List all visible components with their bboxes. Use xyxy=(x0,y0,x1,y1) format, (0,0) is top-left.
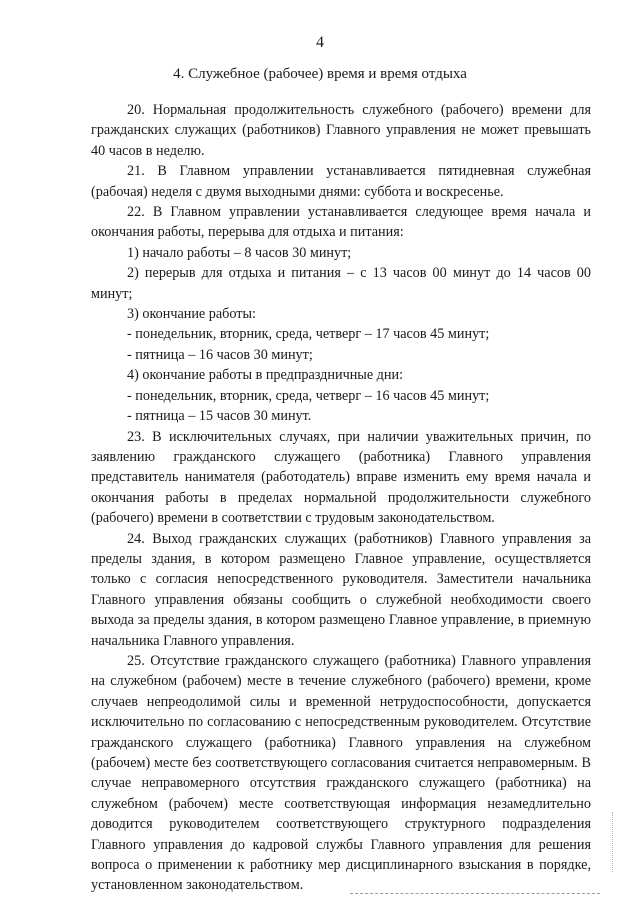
list-item-friday: - пятница – 16 часов 30 минут; xyxy=(127,346,313,363)
section-title: 4. Служебное (рабочее) время и время отдыха xyxy=(173,66,467,82)
paragraph-23: 23. В исключительных случаях, при наличии уважительных причин, по заявлению гражданского служащего (работника) Главного управления представитель нанимателя (работодатель) вправе изменить ему время начала и окончания работы в пределах нормальной продолжительности служебного (рабочего) времени в соответствии с трудовым законодательством. xyxy=(91,428,591,527)
list-item-lunch-break: 2) перерыв для отдыха и питания – с 13 часов 00 минут до 14 часов 00 минут; xyxy=(91,265,591,302)
list-item-mon-thu: - понедельник, вторник, среда, четверг – 17 часов 45 минут; xyxy=(127,326,490,343)
scan-margin-mark xyxy=(612,812,614,872)
list-item-pre-holiday-friday: - пятница – 15 часов 30 минут. xyxy=(127,408,312,425)
paragraph-20: 20. Нормальная продолжительность служебного (рабочего) времени для гражданских служащих (работников) Главного управления не может превышать 40 часов в неделю. xyxy=(91,102,591,159)
paragraph-24: 24. Выход гражданских служащих (работников) Главного управления за пределы здания, в котором размещено Главное управление, осуществляется только с согласия непосредственного руководителя. Заместители начальника Главного управления обязаны сообщить о служебной необходимости своего выхода за пределы здания, в котором размещено Главное управление, в приемную начальника Главного управления. xyxy=(91,530,591,649)
list-item-start-time: 1) начало работы – 8 часов 30 минут; xyxy=(127,244,352,261)
paragraph-21: 21. В Главном управлении устанавливается пятидневная служебная (рабочая) неделя с двумя выходными днями: суббота и воскресенье. xyxy=(91,163,591,200)
list-item-pre-holiday-mon-thu: - понедельник, вторник, среда, четверг – 16 часов 45 минут; xyxy=(127,387,490,404)
page-number: 4 xyxy=(316,34,324,51)
paragraph-22: 22. В Главном управлении устанавливается следующее время начала и окончания работы, перерыва для отдыха и питания: xyxy=(91,204,591,241)
document-body xyxy=(91,100,591,896)
list-item-pre-holiday: 4) окончание работы в предпраздничные дни: xyxy=(127,367,404,384)
paragraph-25: 25. Отсутствие гражданского служащего (работника) Главного управления на служебном (рабочем) месте в течение служебного (рабочего) времени, кроме случаев непреодолимой силы и временной нетрудоспособности, допускается исключительно по согласованию с непосредственным руководителем. Отсутствие гражданского служащего (работника) Главного управления на служебном (рабочем) месте без соответствующего согласования считается неправомерным. В случае неправомерного отсутствия гражданского служащего (работника) на служебном (рабочем) месте соответствующая информация незамедлительно доводится руководителем соответствующего структурного подразделения Главного управления до кадровой службы Главного управления для решения вопроса о применении к работнику мер дисциплинарного взыскания в порядке, установленном законодательством. xyxy=(91,652,591,894)
footer-rule xyxy=(350,893,600,894)
list-item-end-of-work: 3) окончание работы: xyxy=(127,306,256,323)
